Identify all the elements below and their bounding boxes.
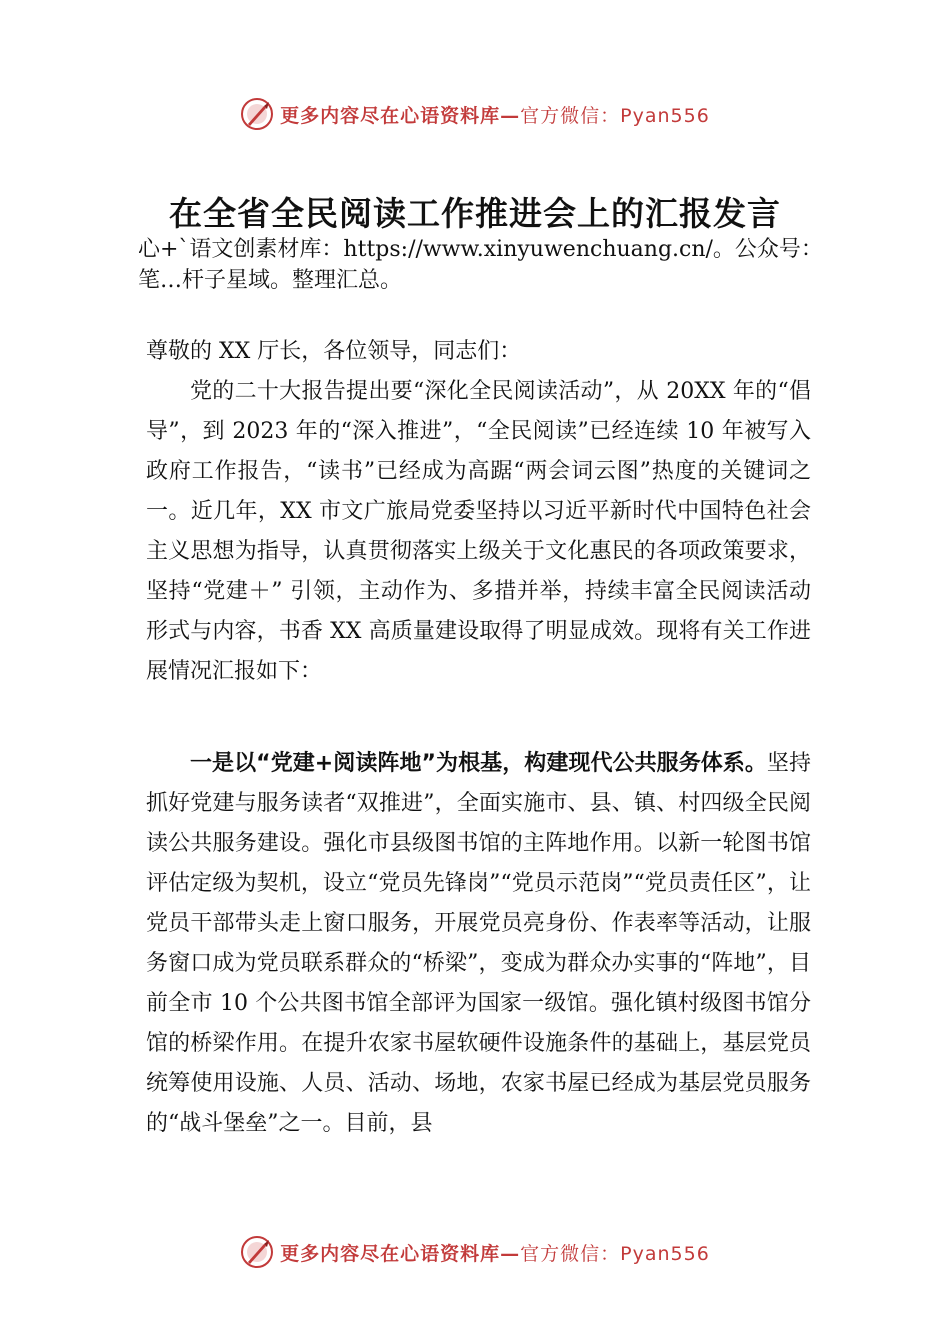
section1-paragraph — [146, 744, 811, 1144]
header-watermark-banner — [0, 94, 950, 134]
banner-text: 更多内容尽在心语资料库— — [280, 104, 521, 127]
document-title: 在全省全民阅读工作推进会上的汇报发言 — [169, 194, 781, 233]
quill-logo-icon — [240, 1235, 274, 1269]
intro-paragraph: 党的二十大报告提出要“深化全民阅读活动”，从 20XX 年的“倡导”，到 2023 年的“深入推进”，“全民阅读”已经连续 10 年被写入政府工作报告，“读书”已经成为高踞“两会词云图”热度的关键词之一。近几年，XX 市文广旅局党委坚持以习近平新时代中国特色社会主义思想为指导，认真贯彻落实上级关于文化惠民的各项政策要求，坚持“党建＋” 引领，主动作为、多措并举，持续丰富全民阅读活动形式与内容，书香 XX 高质量建设取得了明显成效。现将有关工作进展情况汇报如下： — [146, 379, 811, 684]
source-note: 心+`语文创素材库：https://www.xinyuwenchuang.cn/。公众号：笔…杆子星域。整理汇总。 — [138, 237, 823, 293]
banner-wechat: 官方微信：Pyan556 — [520, 1242, 710, 1265]
banner-text: 更多内容尽在心语资料库— — [280, 1242, 521, 1265]
quill-logo-icon — [240, 97, 274, 131]
section1-body: 坚持抓好党建与服务读者“双推进”，全面实施市、县、镇、村四级全民阅读公共服务建设。强化市县级图书馆的主阵地作用。以新一轮图书馆评估定级为契机，设立“党员先锋岗”“党员示范岗”“党员责任区”，让党员干部带头走上窗口服务，开展党员亮身份、作表率等活动，让服务窗口成为党员联系群众的“桥梁”，变成为群众办实事的“阵地”，目前全市 10 个公共图书馆全部评为国家一级馆。强化镇村级图书馆分馆的桥梁作用。在提升农家书屋软硬件设施条件的基础上，基层党员统筹使用设施、人员、活动、场地，农家书屋已经成为基层党员服务的“战斗堡垒”之一。目前，县 — [146, 751, 811, 1136]
banner-wechat: 官方微信：Pyan556 — [520, 104, 710, 127]
greeting: 尊敬的 XX 厅长，各位领导，同志们： — [146, 339, 522, 364]
section1-heading: 一是以“党建+阅读阵地”为根基，构建现代公共服务体系。 — [190, 751, 767, 776]
footer-watermark-banner — [0, 1232, 950, 1272]
